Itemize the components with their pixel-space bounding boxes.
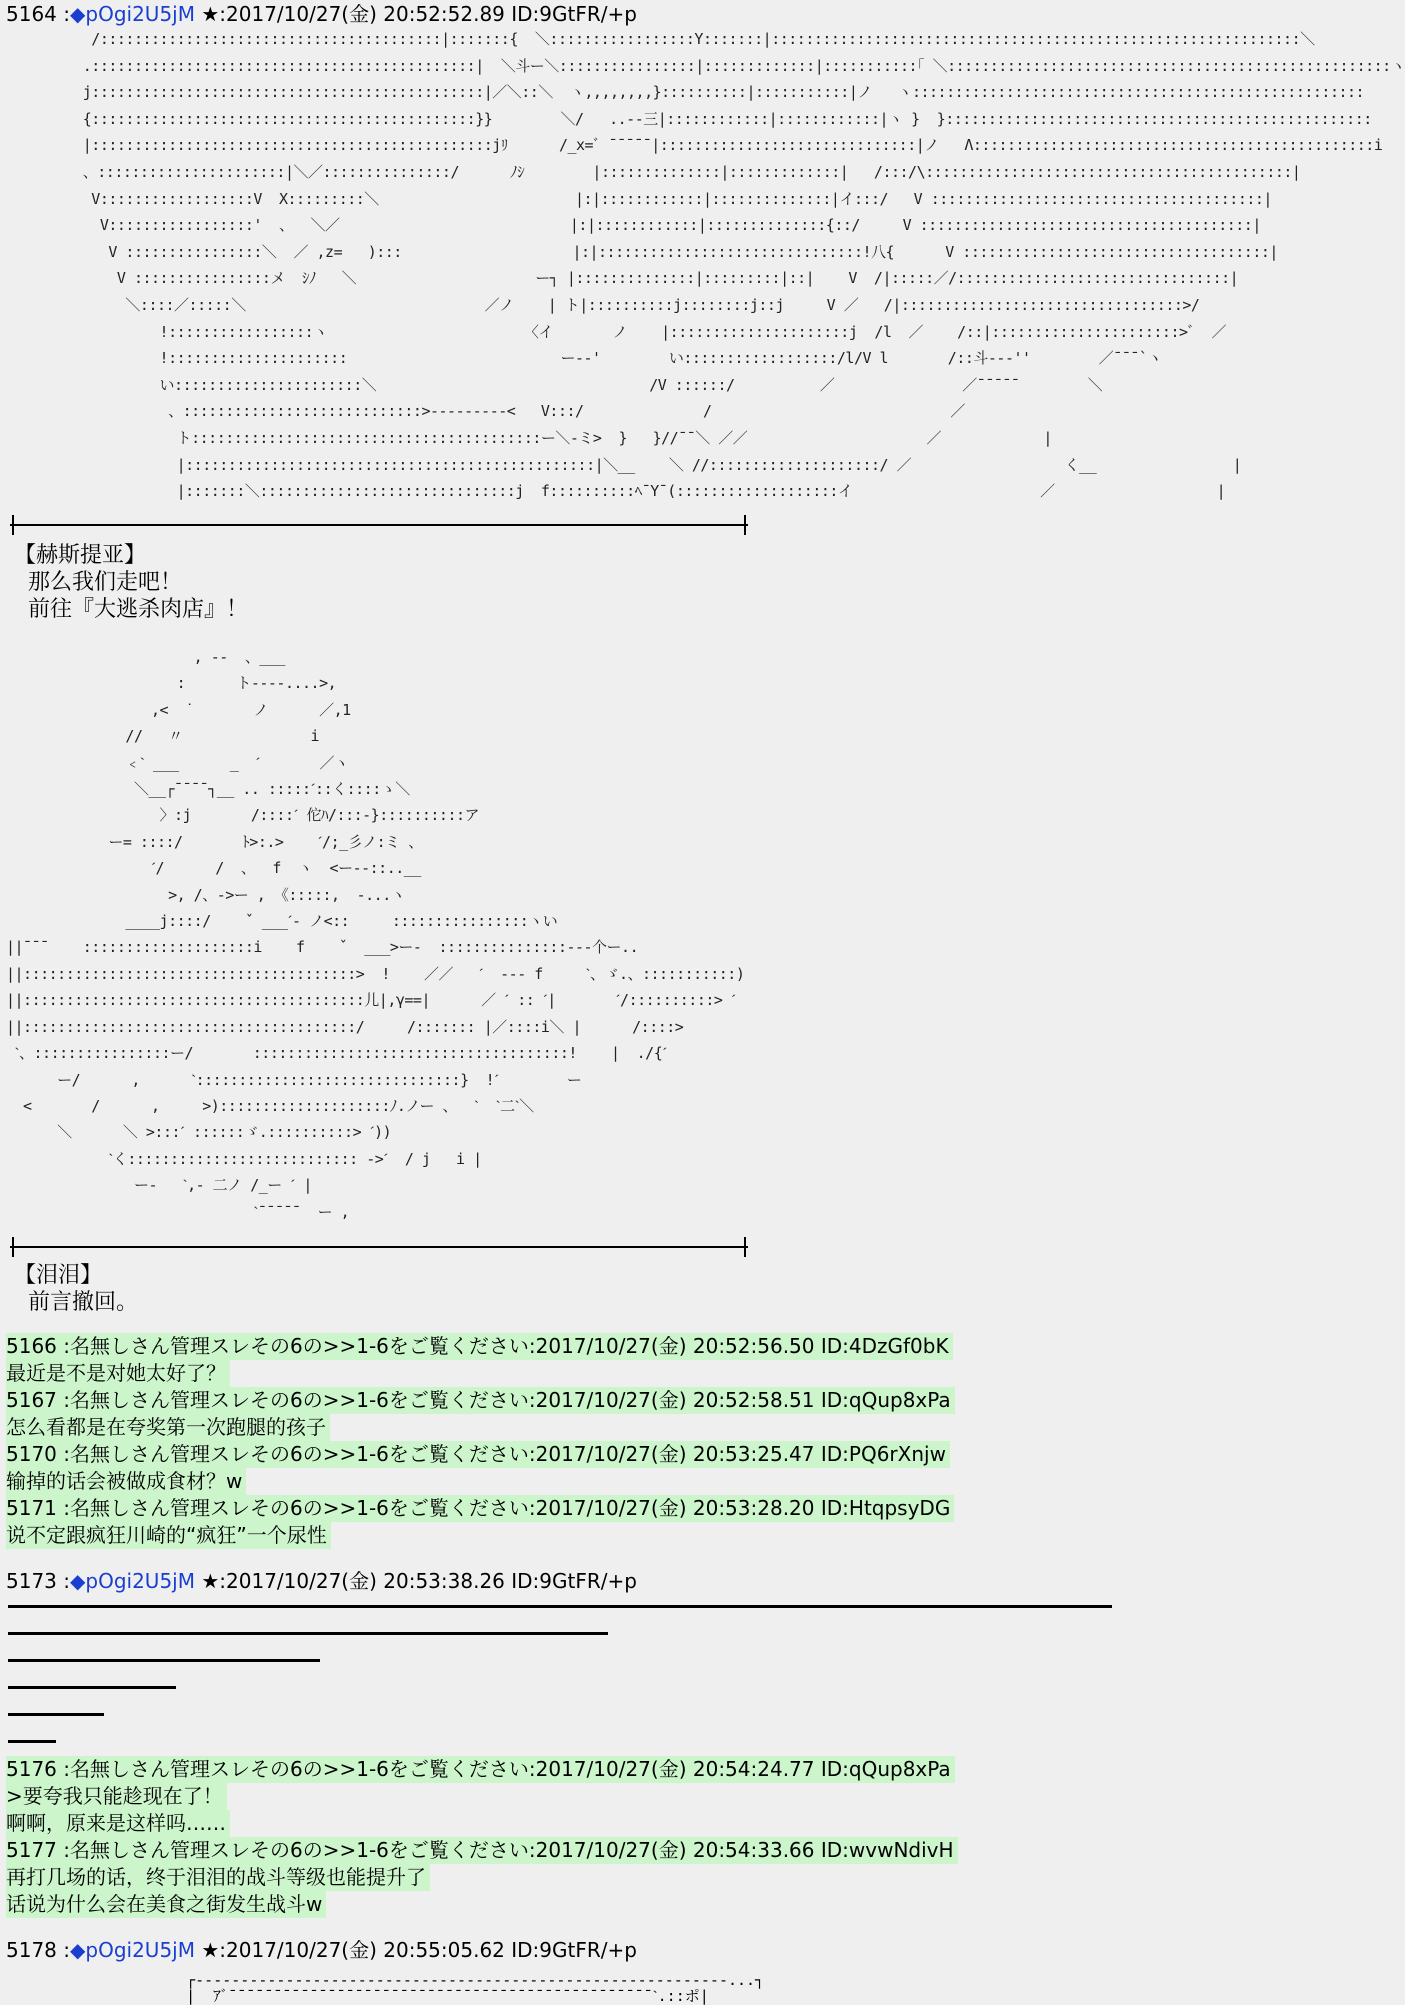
star-icon: ★: [201, 1569, 220, 1593]
ascii-art-1: /::::::::::::::::::::::::::::::::::::::::|:::::::{ ＼:::::::::::::::::Y:::::::|::::::::::::::::::::::::::::::::::::::::::::::::::::::::::::::＼ .:::::::::::::::::::::::::::::::::::::::::::::| ＼斗ー＼::::::::::::::::|:::::::::::::|:::::::::::｢ ＼::::::::::::::::::::::::::::::::::::::::::::::::::::ヽ j::::::::::::::::::::::::::::::::::::::::::::::|／＼::＼ ヽ,,,,,,,,}::::::::::|:::::::::::|ノ ヽ::::::::::::::::::::::::::::::::::::::::::::::::::::: {:::::::::::::::::::::::::::::::::::::::::::::}} ＼/ ..--三|::::::::::::|::::::::::::|ヽ } }:::::::::::::::::::::::::::::::::::::::::::::::::: |:::::::::::::::::::::::::::::::::::::::::::::::jﾘ /_x=ﾞ ¯¯¯¯¯|::::::::::::::::::::::::::::::|ノ Λ:::::::::::::::::::::::::::::::::::::::::::::::i 、::::::::::::::::::::::|＼／:::::::::::::::/ ﾉｼ |::::::::::::::|:::::::::::::| /:::/\:::::::::::::::::::::::::::::::::::::::::::| V::::::::::::::::::V X:::::::::＼ |:|::::::::::::|::::::::::::::|イ:::/ V :::::::::::::::::::::::::::::::::::::::| V:::::::::::::::::' 、 ＼／ |:|::::::::::::|::::::::::::::{::/ V :::::::::::::::::::::::::::::::::::::::| V ::::::::::::::::＼ ／ ,z= )::: |:|:::::::::::::::::::::::::::::::!八{ V ::::::::::::::::::::::::::::::::::::| V ::::::::::::::::メ ｼﾉ ＼ ー┐ |::::::::::::::|:::::::::|::| V /|:::::／/::::::::::::::::::::::::::::::::| ＼::::／:::::＼ ／ノ | ト|::::::::::j::::::::j::j V ／ /|:::::::::::::::::::::::::::::::::>/ !:::::::::::::::::ヽ 〈イ ノ |:::::::::::::::::::::j /l ／ /::|::::::::::::::::::::::>ﾞ ／ !::::::::::::::::::::: ー--' い::::::::::::::::::/l/V l /::斗---'' ／¯¯¯`ヽ い::::::::::::::::::::::＼ /V ::::::/ ／ ／¯¯¯¯¯ ＼ 、::::::::::::::::::::::::::::>---------< V:::/ / ／ ト:::::::::::::::::::::::::::::::::::::::::ー＼-ミ> } }//¯¯＼ ／／ ／ | |::::::::::::::::::::::::::::::::::::::::::::::::|＼__ ＼ //::::::::::::::::::::/ ／ く__ | |:::::::＼::::::::::::::::::::::::::::::j f::::::::::ﾍ¯Y¯(:::::::::::::::::::イ ／ |: [82, 30, 1405, 501]
post-header-5178: 5178 :◆pOgi2U5jM ★:2017/10/27(金) 20:55:05.62 ID:9GtFR/+p: [6, 1938, 637, 1962]
post-meta: :2017/10/27(金) 20:52:52.89 ID:9GtFR/+p: [219, 2, 637, 26]
reply-body: >要夸我只能趁现在了！: [6, 1783, 227, 1810]
reply-header: 5171 :名無しさん管理スレその6の>>1-6をご覧ください:2017/10/27(金) 20:53:28.20 ID:HtqpsyDG: [6, 1495, 954, 1522]
horizontal-bar: [8, 1632, 608, 1635]
horizontal-bar: [8, 1713, 104, 1716]
reply-header: 5176 :名無しさん管理スレその6の>>1-6をご覧ください:2017/10/27(金) 20:54:24.77 ID:qQup8xPa: [6, 1756, 955, 1783]
post-number: 5173: [6, 1569, 57, 1593]
post-number: 5178: [6, 1938, 57, 1962]
post-meta: :2017/10/27(金) 20:53:38.26 ID:9GtFR/+p: [219, 1569, 637, 1593]
horizontal-bar: [8, 1740, 56, 1743]
replies-block-1: [6, 1333, 955, 1549]
dialog-leilei: 【泪泪】 前言撤回。: [14, 1263, 138, 1315]
dialog-hestia: 【赫斯提亚】 那么我们走吧！ 前往『大逃杀肉店』！: [14, 543, 248, 622]
poster-name-link[interactable]: ◆pOgi2U5jM: [70, 1938, 195, 1962]
reply-header: 5166 :名無しさん管理スレその6の>>1-6をご覧ください:2017/10/27(金) 20:52:56.50 ID:4DzGf0bK: [6, 1333, 953, 1360]
star-icon: ★: [201, 1938, 220, 1962]
reply-header: 5167 :名無しさん管理スレその6の>>1-6をご覧ください:2017/10/27(金) 20:52:58.51 ID:qQup8xPa: [6, 1387, 955, 1414]
poster-name-link[interactable]: ◆pOgi2U5jM: [70, 2, 195, 26]
reply-body: 啊啊，原来是这样吗……: [6, 1810, 230, 1837]
scene-separator: [10, 1246, 748, 1248]
ascii-art-2: , -- 、___ : ト----....>, ,< ˙ ノ ／,1 // 〃 i ﹤ˋ ___ _ ˊ ／ヽ ＼__┌¯¯¯¯┐__ .. :::::ˊ::く::::ゝ＼ 〉:j /::::ˊ 佗ﾊ/:::-}::::::::::ア ー= ::::/ ﾄ>:.> ˊ/;_彡ノ:ミ 、 ˊ/ / 、 f ヽ <ー--::..__ >, /、->ー , 《:::::, -...ヽ ____j::::/ ˇ ___ˊ- ノ<:: ::::::::::::::::ヽい ||¯¯¯ ::::::::::::::::::::i f ˇ ___>ー- :::::::::::::::---个ー.. ||:::::::::::::::::::::::::::::::::::::::> ! ／／ ˊ --- f ˋ、ゞ.、:::::::::::) ||::::::::::::::::::::::::::::::::::::::::儿|,γ==| ／ ˊ :: ˊ| ˊ/::::::::::> ˊ ||:::::::::::::::::::::::::::::::::::::::/ /::::::: |／::::i＼ | /::::> ˋ、::::::::::::::::ー/ :::::::::::::::::::::::::::::::::::::! | ./{ˊ ー/ , ˋ:::::::::::::::::::::::::::::::} !ˊ ー < / , >)::::::::::::::::::::ﾉ.ノー 、 ˋ ˋ二ˋ＼ ＼ ＼ >:::ˊ ::::::ゞ.::::::::::> ˊ)) ˋく::::::::::::::::::::::::::: ->ˊ / j i | ー- ˋ,- 二ノ /_ー ˊ | ˋ¯¯¯¯¯ ー ,: [6, 648, 745, 1221]
post-header-5164: 5164 :◆pOgi2U5jM ★:2017/10/27(金) 20:52:52.89 ID:9GtFR/+p: [6, 2, 637, 26]
reply-header: 5177 :名無しさん管理スレその6の>>1-6をご覧ください:2017/10/27(金) 20:54:33.66 ID:wvwNdivH: [6, 1837, 958, 1864]
horizontal-bar: [8, 1659, 320, 1662]
ascii-art-3-partial: ┌-----------------------------------------------------------...┐ | ｱﾞ¯¯¯¯¯¯¯¯¯¯¯¯¯¯¯¯¯¯¯¯¯¯¯¯¯¯¯¯¯¯¯¯¯¯¯¯¯¯¯¯¯¯¯¯¯¯¯ˋ.::ポ|: [186, 1971, 765, 2005]
reply-body: 话说为什么会在美食之街发生战斗w: [6, 1891, 326, 1918]
reply-body: 再打几场的话，终于泪泪的战斗等级也能提升了: [6, 1864, 430, 1891]
replies-block-2: [6, 1756, 958, 1918]
post-meta: :2017/10/27(金) 20:55:05.62 ID:9GtFR/+p: [219, 1938, 637, 1962]
post-header-5173: 5173 :◆pOgi2U5jM ★:2017/10/27(金) 20:53:38.26 ID:9GtFR/+p: [6, 1569, 637, 1593]
post-number: 5164: [6, 2, 57, 26]
reply-body: 输掉的话会被做成食材？w: [6, 1468, 246, 1495]
reply-body: 最近是不是对她太好了？: [6, 1360, 230, 1387]
reply-body: 怎么看都是在夸奖第一次跑腿的孩子: [6, 1414, 330, 1441]
horizontal-bar: [8, 1686, 176, 1689]
poster-name-link[interactable]: ◆pOgi2U5jM: [70, 1569, 195, 1593]
horizontal-bar: [8, 1605, 1112, 1608]
reply-body: 说不定跟疯狂川崎的“疯狂”一个尿性: [6, 1522, 331, 1549]
star-icon: ★: [201, 2, 220, 26]
reply-header: 5170 :名無しさん管理スレその6の>>1-6をご覧ください:2017/10/27(金) 20:53:25.47 ID:PQ6rXnjw: [6, 1441, 950, 1468]
scene-separator: [10, 524, 748, 526]
